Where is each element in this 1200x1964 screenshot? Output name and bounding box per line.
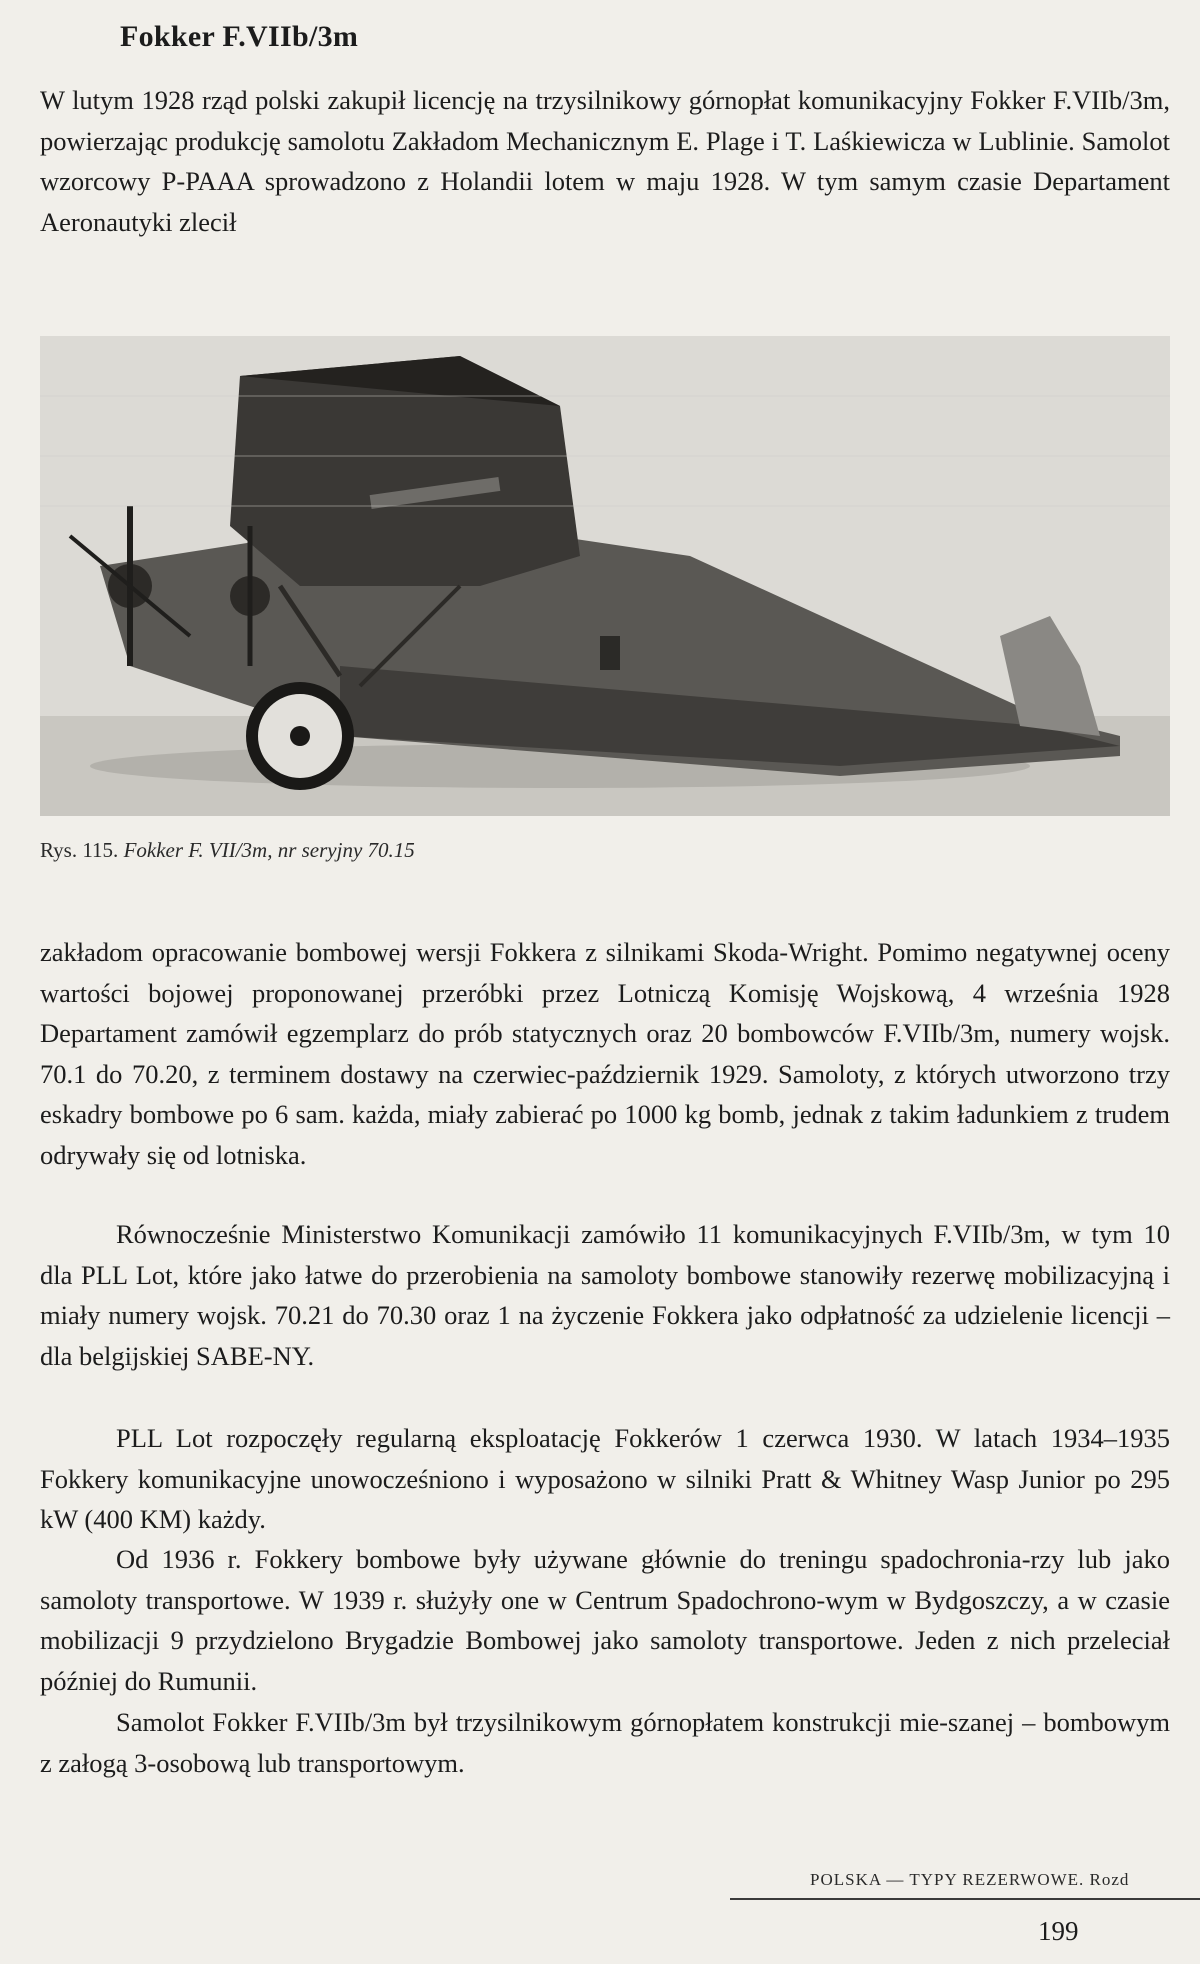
paragraph-ministry-order: Równocześnie Ministerstwo Komunikacji zamówiło 11 komunikacyjnych F.VIIb/3m, w tym 10 dla PLL Lot, które jako łatwe do przerobienia na samoloty bombowe stanowiły rezerwę mobilizacyjną i miały numery wojsk. 70.21 do 70.30 oraz 1 na życzenie Fokkera jako odpłatność za udzielenie licencji – dla belgijskiej SABE-NY. — [40, 1219, 1170, 1371]
paragraph-bomber-version: zakładom opracowanie bombowej wersji Fokkera z silnikami Skoda-Wright. Pomimo negatywnej oceny wartości bojowej proponowanej przeróbki przez Lotniczą Komisję Wojskową, 4 września 1928 Departament zamówił egzemplarz do prób statycznych oraz 20 bombowców F.VIIb/3m, numery wojsk. 70.1 do 70.20, z terminem dostawy na czerwiec-październik 1929. Samoloty, z których utworzono trzy eskadry bombowe po 6 sam. każda, miały zabierać po 1000 kg bomb, jednak z takim ładunkiem z trudem odrywały się od lotniska. — [40, 937, 1170, 1170]
figure-caption — [40, 838, 415, 863]
section-title: Fokker F.VIIb/3m — [120, 20, 359, 53]
running-head: POLSKA — TYPY REZERWOWE. Rozd — [810, 1870, 1130, 1889]
caption-prefix: Rys. 115. — [40, 838, 119, 862]
aircraft-photo — [40, 336, 1170, 816]
paragraph-pll-lot: PLL Lot rozpoczęły regularną eksploatację Fokkerów 1 czerwca 1930. W latach 1934–1935 Fokkery komunikacyjne unowocześniono i wyposażono w silniki Pratt & Whitney Wasp Junior po 295 kW (400 KM) każdy. — [40, 1423, 1170, 1535]
footer-divider — [730, 1898, 1200, 1900]
paragraph-intro: W lutym 1928 rząd polski zakupił licencję na trzysilnikowy górnopłat komunikacyjny Fokker F.VIIb/3m, powierzając produkcję samolotu Zakładom Mechanicznym E. Plage i T. Laśkiewicza w Lublinie. Samolot wzorcowy P-PAAA sprowadzono z Holandii lotem w maju 1928. W tym samym czasie Departament Aeronautyki zlecił — [40, 85, 1170, 237]
page-number: 199 — [1038, 1916, 1079, 1946]
paragraph-training-use: Od 1936 r. Fokkery bombowe były używane głównie do treningu spadochronia-rzy lub jako samoloty transportowe. W 1939 r. służyły one w Centrum Spadochrono-wym w Bydgoszczy, a w czasie mobilizacji 9 przydzielono Brygadzie Bombowej jako samoloty transportowe. Jeden z nich przeleciał później do Rumunii. — [40, 1544, 1170, 1696]
paragraph-summary: Samolot Fokker F.VIIb/3m był trzysilnikowym górnopłatem konstrukcji mie-szanej – bombowym z załogą 3-osobową lub transportowym. — [40, 1707, 1170, 1778]
caption-text: Fokker F. VII/3m, nr seryjny 70.15 — [123, 838, 415, 862]
